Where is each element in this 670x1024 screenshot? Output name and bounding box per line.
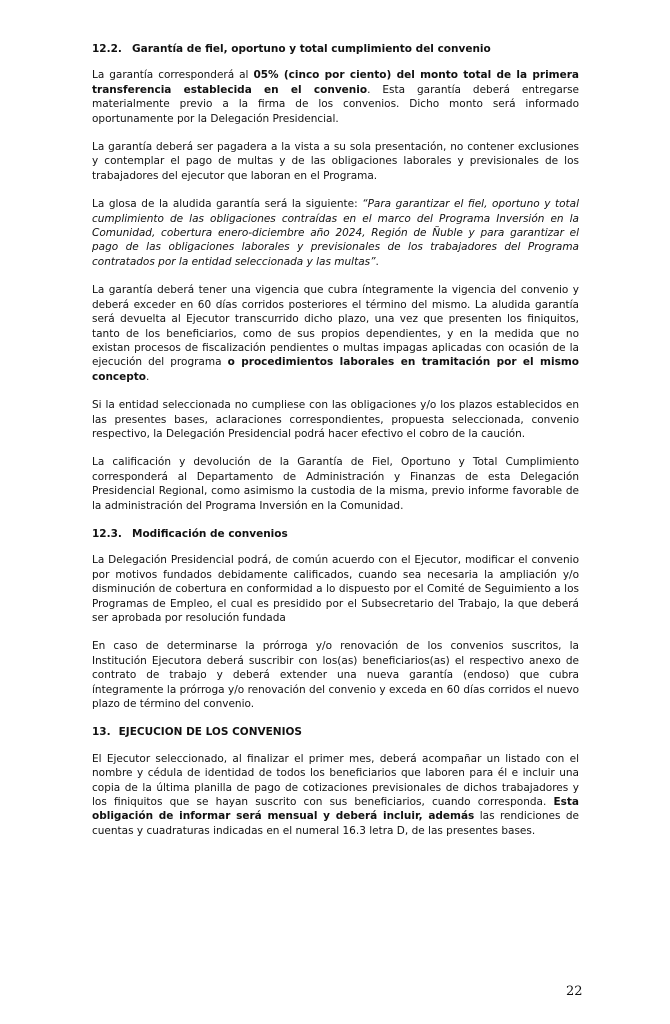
section-title: EJECUCION DE LOS CONVENIOS <box>118 726 302 739</box>
paragraph-guarantee-collection: Si la entidad seleccionada no cumpliese con las obligaciones y/o los plazos establecidos en las presentes bases, aclaraciones correspondientes, propuesta seleccionada, convenio respectivo, la Delegación Presidencial podrá hacer efectivo el cobro de la caución. <box>92 399 579 440</box>
text-run: La garantía corresponderá al <box>92 69 254 82</box>
text-run: La garantía deberá tener una vigencia que cubra íntegramente la vigencia del convenio y deberá exceder en 60 días corridos posteriores el término del mismo. La aludida garantía será devuelta al Ejecutor transcurrido dicho plazo, una vez que presenten los finiquitos, tanto de los beneficiarios, como de sus propios dependientes, y en la medida que no existan procesos de fiscalización pendientes o multas impagas aplicadas con ocasión de la ejecución del programa <box>92 284 579 369</box>
page-number: 22 <box>566 984 583 999</box>
paragraph-execution <box>92 752 579 838</box>
text-run: . <box>146 370 150 383</box>
text-run: El Ejecutor seleccionado, al finalizar el primer mes, deberá acompañar un listado con el nombre y cédula de identidad de todos los beneficiarios que laboren para él e incluir una copia de la última planilla de pago de cotizaciones previsionales de dichos trabajadores y los finiquitos que se hayan suscrito con sus beneficiarios, cuando corresponda. <box>92 752 579 809</box>
paragraph-guarantee-payable: La garantía deberá ser pagadera a la vista a su sola presentación, no contener exclusiones y contemplar el pago de multas y de las obligaciones laborales y previsionales de los trabajadores del ejecutor que laboran en el Programa. <box>92 141 579 182</box>
section-heading-12-2 <box>92 42 579 56</box>
document-page <box>92 42 579 852</box>
text-run: las rendiciones de cuentas y cuadraturas indicadas en el numeral 16.3 letra D, de las presentes bases. <box>92 810 579 837</box>
section-number: 12.2. <box>92 43 122 55</box>
paragraph-extension: En caso de determinarse la prórroga y/o renovación de los convenios suscritos, la Institución Ejecutora deberá suscribir con los(as) beneficiarios(as) el respectivo anexo de contrato de trabajo y deberá extender una nueva garantía (endoso) que cubra íntegramente la prórroga y/o renovación del convenio y exceda en 60 días corridos el nuevo plazo de término del convenio. <box>92 640 579 711</box>
text-run: . Esta garantía deberá entregarse materialmente previo a la firma de los convenios. Dicho monto será informado oportunamente por la Delegación Presidencial. <box>92 83 579 125</box>
bold-text: 05% (cinco por ciento) del monto total de la primera transferencia establecida en el convenio <box>92 69 579 96</box>
section-number: 12.3. <box>92 527 122 540</box>
paragraph-guarantee-qualification: La calificación y devolución de la Garantía de Fiel, Oportuno y Total Cumplimiento corresponderá al Departamento de Administración y Finanzas de esta Delegación Presidencial Regional, como asimismo la custodia de la misma, previo informe favorable de la administración del Programa Inversión en la Comunidad. <box>92 456 579 512</box>
bold-text: Esta obligación de informar será mensual y deberá incluir, además <box>92 796 579 823</box>
italic-quote: “Para garantizar el fiel, oportuno y total cumplimiento de las obligaciones contraídas en el marco del Programa Inversión en la Comunidad, cobertura enero-diciembre año 2024, Región de Ñuble y para garantizar el pago de las obligaciones laborales y previsionales de los trabajadores del Programa contratados por la entidad seleccionada y las multas” <box>92 198 579 268</box>
section-heading-13 <box>92 725 579 739</box>
bold-text: o procedimientos laborales en tramitación por el mismo concepto <box>92 356 579 383</box>
text-run: . <box>375 255 379 268</box>
paragraph-guarantee-amount <box>92 68 579 126</box>
section-title: Modificación de convenios <box>132 527 288 540</box>
section-heading-12-3 <box>92 527 579 541</box>
paragraph-modification: La Delegación Presidencial podrá, de común acuerdo con el Ejecutor, modificar el convenio por motivos fundados debidamente calificados, cuando sea necesaria la ampliación y/o disminución de cobertura en conformidad a lo dispuesto por el Comité de Seguimiento a los Programas de Empleo, el cual es presidido por el Subsecretario del Trabajo, la que deberá ser aprobada por resolución fundada <box>92 554 579 624</box>
text-run: La glosa de la aludida garantía será la siguiente: <box>92 198 363 211</box>
section-number: 13. <box>92 726 111 739</box>
paragraph-guarantee-validity <box>92 283 579 384</box>
paragraph-guarantee-gloss <box>92 197 579 269</box>
section-title: Garantía de fiel, oportuno y total cumplimiento del convenio <box>132 43 491 55</box>
